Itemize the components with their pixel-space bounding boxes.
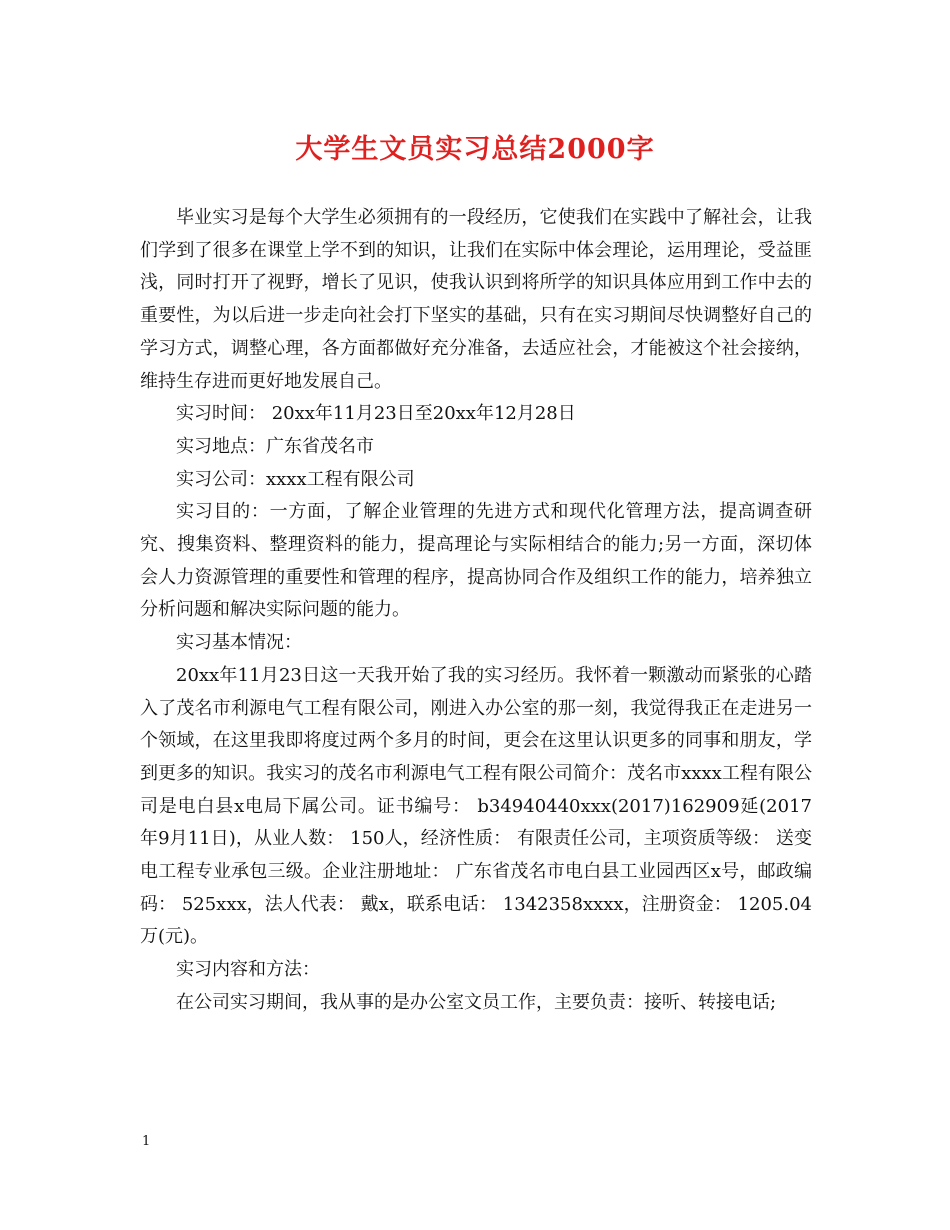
document-title: 大学生文员实习总结2000字: [295, 134, 655, 165]
paragraph-content-method: 在公司实习期间，我从事的是办公室文员工作，主要负责：接听、转接电话;: [176, 991, 777, 1013]
page-number: 1: [142, 1134, 151, 1149]
paragraph-internship-purpose: 实习目的：一方面，了解企业管理的先进方式和现代化管理方法，提高调查研究、搜集资料、整理资料的能力，提高理论与实际相结合的能力;另一方面，深切体会人力资源管理的重要性和管理的程序，提高协同合作及组织工作的能力，培养独立分析问题和解决实际问题的能力。: [140, 501, 812, 621]
paragraph-internship-location: 实习地点：广东省茂名市: [176, 435, 374, 457]
paragraph-basic-situation-heading: 实习基本情况：: [176, 632, 302, 654]
document-body: [140, 202, 812, 1020]
paragraph-basic-situation: 20xx年11月23日这一天我开始了我的实习经历。我怀着一颗激动而紧张的心踏入了茂名市利源电气工程有限公司，刚进入办公室的那一刻，我觉得我正在走进另一个领域，在这里我即将度过两个多月的时间，更会在这里认识更多的同事和朋友，学到更多的知识。我实习的茂名市利源电气工程有限公司简介：茂名市xxxx工程有限公司是电白县x电局下属公司。证书编号： b34940440xxx(2017)162909延(2017年9月11日)，从业人数： 150人，经济性质： 有限责任公司，主项资质等级： 送变电工程专业承包三级。企业注册地址： 广东省茂名市电白县工业园西区x号，邮政编码： 525xxx，法人代表： 戴x，联系电话： 1342358xxxx，注册资金： 1205.04万(元)。: [140, 664, 812, 948]
paragraph-intro: 毕业实习是每个大学生必须拥有的一段经历，它使我们在实践中了解社会，让我们学到了很多在课堂上学不到的知识，让我们在实际中体会理论，运用理论，受益匪浅，同时打开了视野，增长了见识，使我认识到将所学的知识具体应用到工作中去的重要性，为以后进一步走向社会打下坚实的基础，只有在实习期间尽快调整好自己的学习方式，调整心理，各方面都做好充分准备，去适应社会，才能被这个社会接纳，维持生存进而更好地发展自己。: [140, 207, 812, 392]
paragraph-internship-time: 实习时间： 20xx年11月23日至20xx年12月28日: [176, 403, 576, 425]
paragraph-internship-company: 实习公司：xxxx工程有限公司: [176, 468, 415, 490]
paragraph-content-method-heading: 实习内容和方法：: [176, 959, 320, 981]
